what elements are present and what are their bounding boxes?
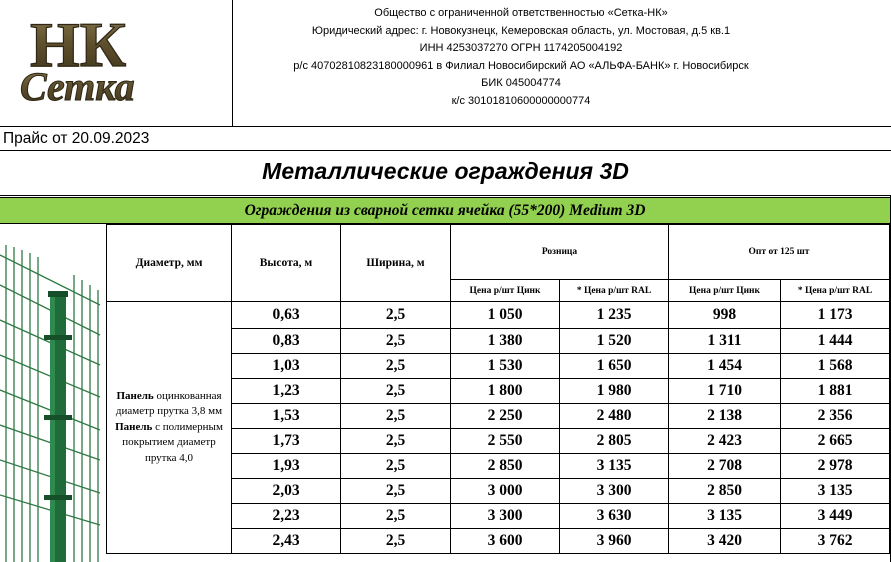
cell-width: 2,5 xyxy=(341,354,451,379)
cell-width: 2,5 xyxy=(341,529,451,554)
cell-opt-zinc: 1 311 xyxy=(669,329,781,354)
cell-opt-zinc: 2 138 xyxy=(669,404,781,429)
table-row xyxy=(107,302,890,329)
cell-width: 2,5 xyxy=(341,302,451,329)
cell-retail-zinc: 2 250 xyxy=(451,404,560,429)
logo-letters-top: НК xyxy=(30,9,127,80)
cell-opt-ral: 1 173 xyxy=(781,302,890,329)
cell-opt-zinc: 1 454 xyxy=(669,354,781,379)
cell-opt-zinc: 2 708 xyxy=(669,454,781,479)
cell-retail-zinc: 1 800 xyxy=(451,379,560,404)
description-text-2: с полимерным покрытием диаметр прутка 4,0 xyxy=(122,420,223,464)
cell-height: 2,03 xyxy=(232,479,341,504)
cell-opt-ral: 2 356 xyxy=(781,404,890,429)
cell-retail-ral: 3 630 xyxy=(560,504,669,529)
cell-width: 2,5 xyxy=(341,504,451,529)
header-wholesale: Опт от 125 шт xyxy=(669,225,890,280)
price-table xyxy=(106,224,890,554)
cell-retail-zinc: 2 550 xyxy=(451,429,560,454)
header-width: Ширина, м xyxy=(341,225,451,302)
product-description xyxy=(107,302,232,554)
cell-retail-ral: 2 480 xyxy=(560,404,669,429)
company-bik: БИК 045004774 xyxy=(481,77,561,89)
company-inn: ИНН 4253037270 ОГРН 1174205004192 xyxy=(419,42,623,54)
cell-opt-ral: 1 568 xyxy=(781,354,890,379)
company-name: Общество с ограниченной ответственностью «Сетка-НК» xyxy=(374,7,668,19)
company-account: р/с 40702810823180000961 в Филиал Новосибирский АО «АЛЬФА-БАНК» г. Новосибирск xyxy=(293,59,749,72)
title-divider xyxy=(0,195,891,196)
cell-opt-ral: 3 449 xyxy=(781,504,890,529)
description-label-2: Панель xyxy=(115,420,153,433)
cell-height: 1,93 xyxy=(232,454,341,479)
header-retail-ral: * Цена р/шт RAL xyxy=(560,280,669,302)
cell-height: 0,63 xyxy=(232,302,341,329)
company-logo xyxy=(18,8,196,112)
cell-retail-ral: 3 960 xyxy=(560,529,669,554)
cell-opt-ral: 2 665 xyxy=(781,429,890,454)
header-bottom-line xyxy=(0,126,891,127)
cell-width: 2,5 xyxy=(341,479,451,504)
cell-retail-ral: 1 980 xyxy=(560,379,669,404)
fence-image xyxy=(0,225,107,562)
header-diameter: Диаметр, мм xyxy=(107,225,232,302)
cell-height: 1,03 xyxy=(232,354,341,379)
cell-height: 2,43 xyxy=(232,529,341,554)
description-label-1: Панель xyxy=(116,389,154,402)
cell-width: 2,5 xyxy=(341,429,451,454)
header-retail-zinc: Цена р/шт Цинк xyxy=(451,280,560,302)
price-date: Прайс от 20.09.2023 xyxy=(3,130,150,147)
logo-letters-bottom: Сетка xyxy=(20,64,135,109)
cell-opt-zinc: 3 135 xyxy=(669,504,781,529)
cell-opt-ral: 3 135 xyxy=(781,479,890,504)
cell-retail-zinc: 2 850 xyxy=(451,454,560,479)
company-address: Юридический адрес: г. Новокузнецк, Кемеровская область, ул. Мостовая, д.5 кв.1 xyxy=(311,24,731,37)
cell-width: 2,5 xyxy=(341,404,451,429)
cell-opt-ral: 2 978 xyxy=(781,454,890,479)
cell-opt-zinc: 2 850 xyxy=(669,479,781,504)
cell-retail-zinc: 3 300 xyxy=(451,504,560,529)
cell-opt-zinc: 2 423 xyxy=(669,429,781,454)
cell-height: 1,73 xyxy=(232,429,341,454)
cell-opt-ral: 3 762 xyxy=(781,529,890,554)
company-corr-account: к/с 30101810600000000774 xyxy=(451,94,591,107)
cell-retail-ral: 1 650 xyxy=(560,354,669,379)
cell-opt-zinc: 998 xyxy=(669,302,781,329)
page-title: Металлические ограждения 3D xyxy=(262,158,629,184)
cell-retail-zinc: 3 600 xyxy=(451,529,560,554)
cell-opt-zinc: 3 420 xyxy=(669,529,781,554)
cell-retail-zinc: 1 380 xyxy=(451,329,560,354)
cell-retail-zinc: 1 530 xyxy=(451,354,560,379)
cell-height: 2,23 xyxy=(232,504,341,529)
cell-retail-ral: 1 235 xyxy=(560,302,669,329)
header-opt-zinc: Цена р/шт Цинк xyxy=(669,280,781,302)
date-divider xyxy=(0,150,891,151)
section-subtitle: Ограждения из сварной сетки ячейка (55*200) Medium 3D xyxy=(0,197,890,224)
cell-retail-ral: 3 135 xyxy=(560,454,669,479)
cell-width: 2,5 xyxy=(341,379,451,404)
cell-height: 1,53 xyxy=(232,404,341,429)
cell-opt-ral: 1 444 xyxy=(781,329,890,354)
header-height: Высота, м xyxy=(232,225,341,302)
cell-width: 2,5 xyxy=(341,454,451,479)
cell-opt-zinc: 1 710 xyxy=(669,379,781,404)
company-details xyxy=(232,5,810,110)
header-opt-ral: * Цена р/шт RAL xyxy=(781,280,890,302)
cell-width: 2,5 xyxy=(341,329,451,354)
description-text-1: оцинкованная диаметр прутка 3,8 мм xyxy=(115,389,223,418)
cell-retail-ral: 2 805 xyxy=(560,429,669,454)
cell-opt-ral: 1 881 xyxy=(781,379,890,404)
cell-retail-zinc: 1 050 xyxy=(451,302,560,329)
header-retail: Розница xyxy=(451,225,669,280)
cell-height: 0,83 xyxy=(232,329,341,354)
cell-retail-zinc: 3 000 xyxy=(451,479,560,504)
price-rows xyxy=(107,302,890,554)
cell-height: 1,23 xyxy=(232,379,341,404)
cell-retail-ral: 1 520 xyxy=(560,329,669,354)
cell-retail-ral: 3 300 xyxy=(560,479,669,504)
